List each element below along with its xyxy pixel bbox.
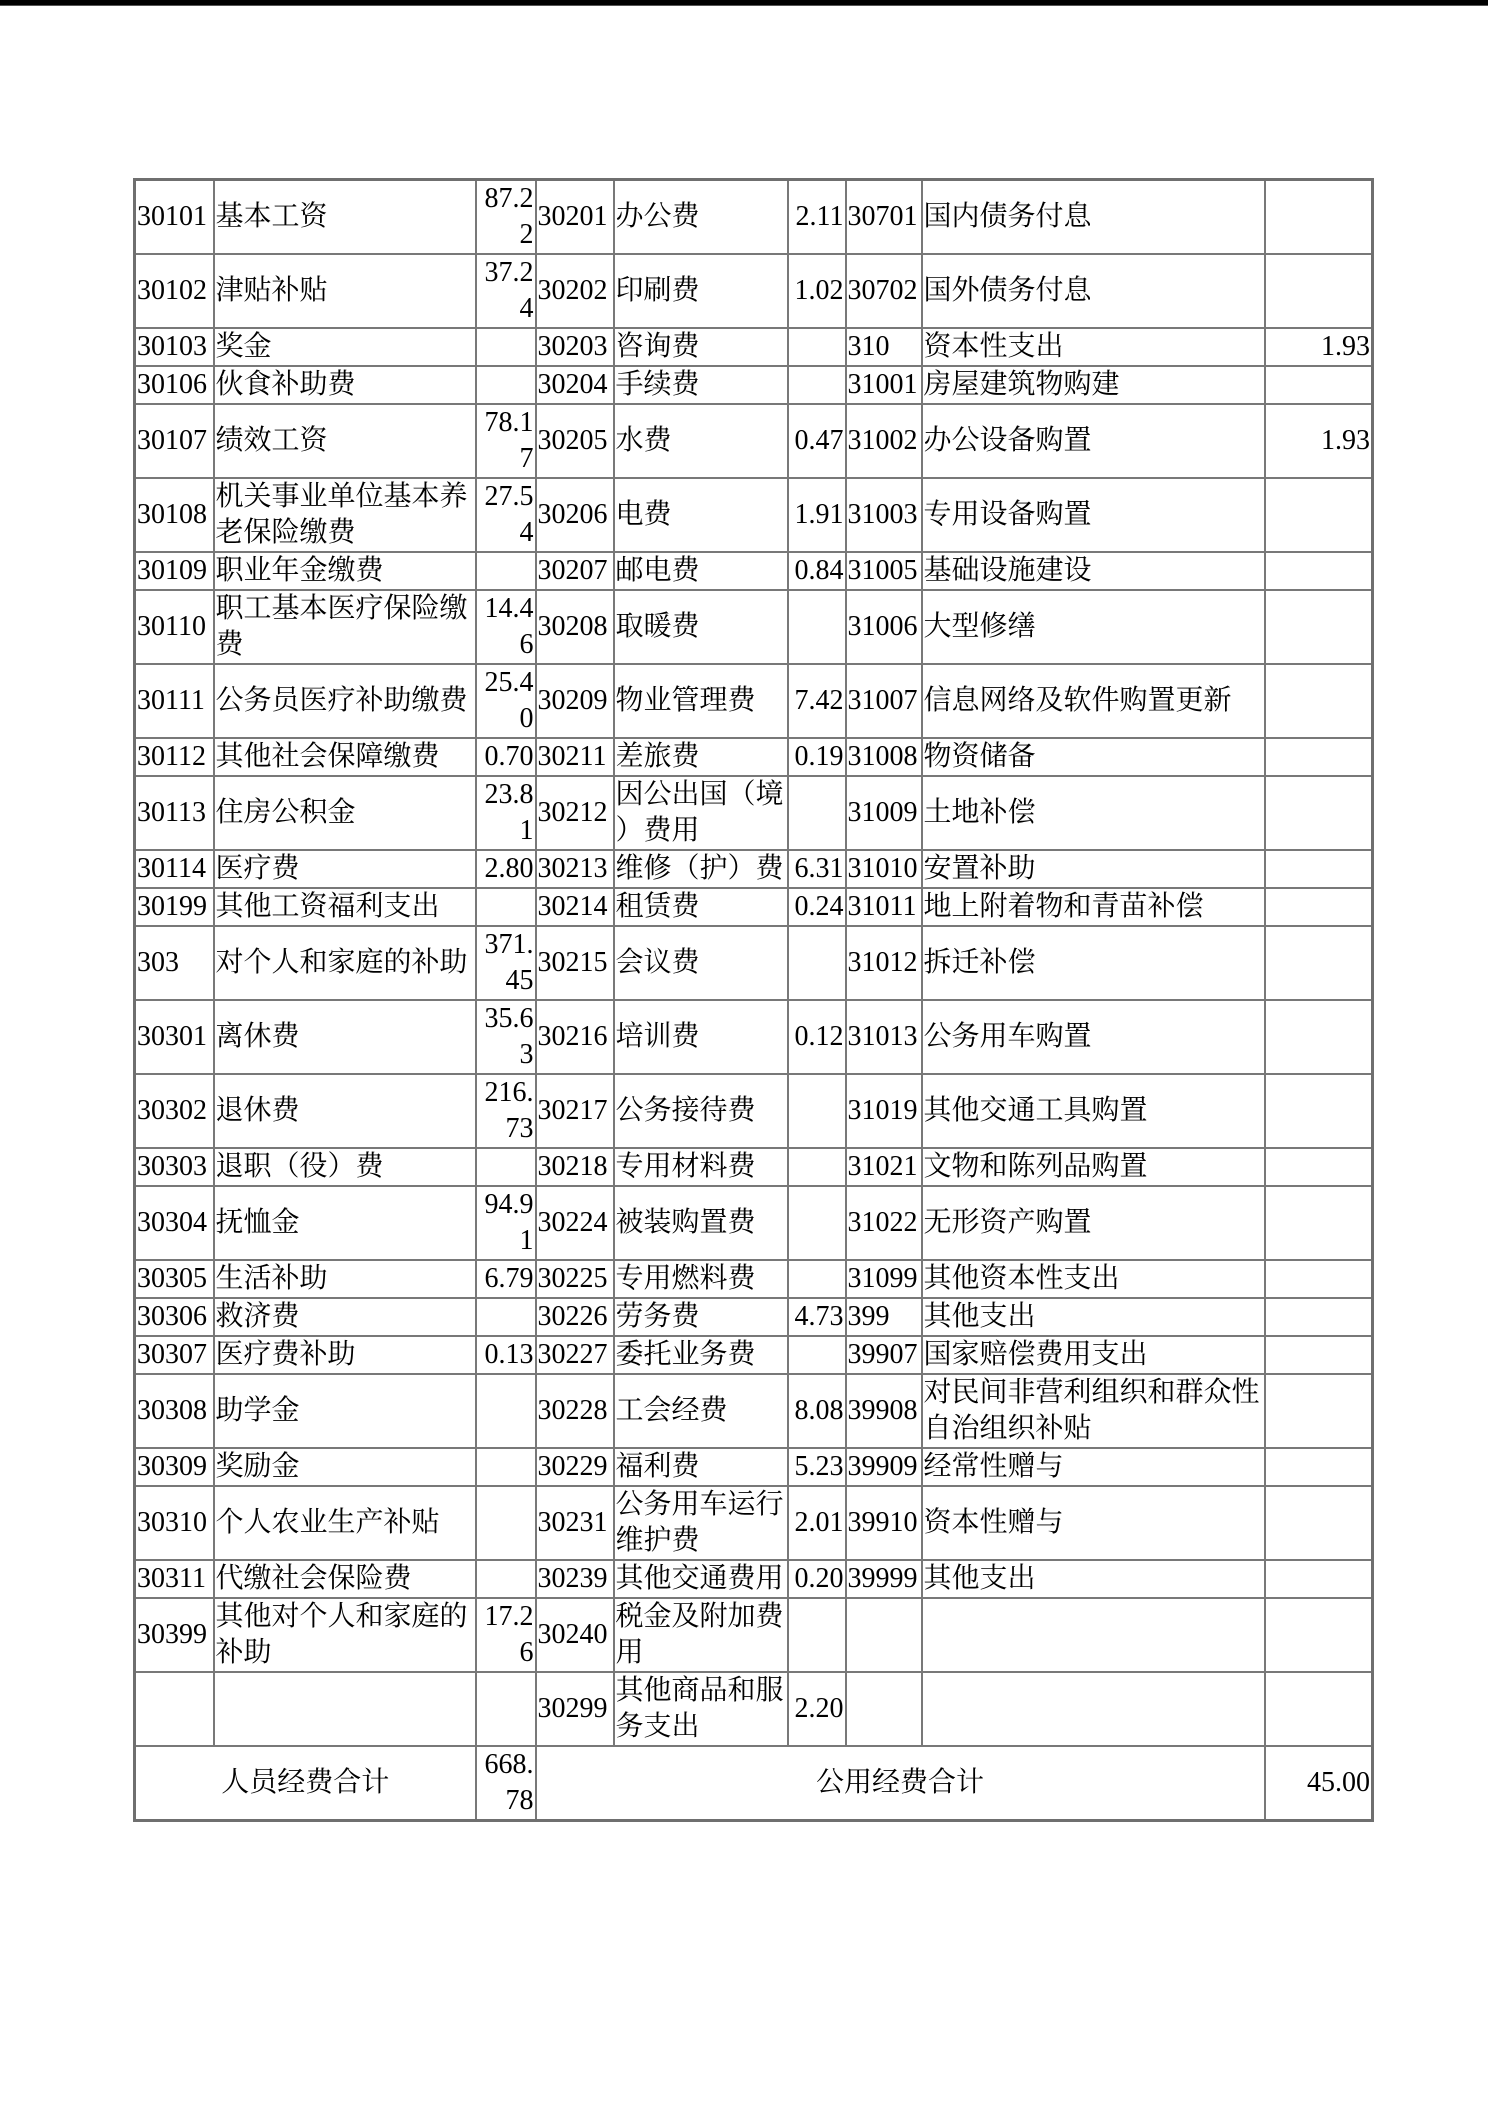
value-cell — [1265, 1672, 1373, 1746]
code-cell: 30207 — [536, 552, 614, 590]
value-cell — [1265, 1560, 1373, 1598]
name-cell: 经常性赠与 — [922, 1448, 1265, 1486]
code-cell: 30102 — [135, 254, 214, 328]
value-cell — [788, 328, 846, 366]
code-cell: 30110 — [135, 590, 214, 664]
table-row — [135, 1000, 1373, 1074]
value-cell — [788, 776, 846, 850]
name-cell: 其他支出 — [922, 1298, 1265, 1336]
value-cell — [1265, 1260, 1373, 1298]
value-cell — [1265, 888, 1373, 926]
code-cell: 30224 — [536, 1186, 614, 1260]
code-cell: 31009 — [846, 776, 922, 850]
code-cell — [135, 1672, 214, 1746]
code-cell: 30103 — [135, 328, 214, 366]
value-cell — [1265, 1074, 1373, 1148]
name-cell: 邮电费 — [614, 552, 788, 590]
value-cell — [476, 1448, 536, 1486]
name-cell: 国家赔偿费用支出 — [922, 1336, 1265, 1374]
name-cell: 土地补偿 — [922, 776, 1265, 850]
value-cell: 0.13 — [476, 1336, 536, 1374]
name-cell: 助学金 — [214, 1374, 476, 1448]
name-cell: 绩效工资 — [214, 404, 476, 478]
code-cell: 30199 — [135, 888, 214, 926]
code-cell: 30229 — [536, 1448, 614, 1486]
table-row — [135, 254, 1373, 328]
public-total-value: 45.00 — [1265, 1746, 1373, 1821]
name-cell: 退休费 — [214, 1074, 476, 1148]
table-row — [135, 552, 1373, 590]
value-cell — [788, 1186, 846, 1260]
name-cell: 地上附着物和青苗补偿 — [922, 888, 1265, 926]
value-cell: 1.91 — [788, 478, 846, 552]
name-cell: 咨询费 — [614, 328, 788, 366]
code-cell: 30107 — [135, 404, 214, 478]
public-total-label: 公用经费合计 — [536, 1746, 1265, 1821]
name-cell: 代缴社会保险费 — [214, 1560, 476, 1598]
name-cell: 奖金 — [214, 328, 476, 366]
value-cell: 2.80 — [476, 850, 536, 888]
name-cell: 资本性赠与 — [922, 1486, 1265, 1560]
code-cell: 31006 — [846, 590, 922, 664]
value-cell — [476, 552, 536, 590]
value-cell — [1265, 776, 1373, 850]
name-cell: 其他工资福利支出 — [214, 888, 476, 926]
value-cell: 5.23 — [788, 1448, 846, 1486]
name-cell: 资本性支出 — [922, 328, 1265, 366]
code-cell: 30307 — [135, 1336, 214, 1374]
value-cell: 0.24 — [788, 888, 846, 926]
name-cell: 医疗费 — [214, 850, 476, 888]
value-cell: 1.93 — [1265, 328, 1373, 366]
name-cell: 物业管理费 — [614, 664, 788, 738]
code-cell: 30218 — [536, 1148, 614, 1186]
name-cell: 劳务费 — [614, 1298, 788, 1336]
value-cell: 0.70 — [476, 738, 536, 776]
name-cell: 退职（役）费 — [214, 1148, 476, 1186]
name-cell: 个人农业生产补贴 — [214, 1486, 476, 1560]
name-cell: 津贴补贴 — [214, 254, 476, 328]
value-cell — [788, 1148, 846, 1186]
value-cell — [476, 1374, 536, 1448]
name-cell: 其他资本性支出 — [922, 1260, 1265, 1298]
name-cell: 办公设备购置 — [922, 404, 1265, 478]
code-cell: 31007 — [846, 664, 922, 738]
code-cell: 30209 — [536, 664, 614, 738]
table-row — [135, 664, 1373, 738]
top-black-bar — [0, 0, 1488, 6]
name-cell: 专用材料费 — [614, 1148, 788, 1186]
name-cell: 租赁费 — [614, 888, 788, 926]
code-cell: 30701 — [846, 180, 922, 255]
personnel-total-label: 人员经费合计 — [135, 1746, 476, 1821]
code-cell: 31003 — [846, 478, 922, 552]
code-cell: 31021 — [846, 1148, 922, 1186]
table-row — [135, 1672, 1373, 1746]
name-cell: 基础设施建设 — [922, 552, 1265, 590]
name-cell: 大型修缮 — [922, 590, 1265, 664]
table-row — [135, 776, 1373, 850]
name-cell: 委托业务费 — [614, 1336, 788, 1374]
name-cell: 房屋建筑物购建 — [922, 366, 1265, 404]
value-cell — [1265, 1336, 1373, 1374]
name-cell: 公务用车运行维护费 — [614, 1486, 788, 1560]
name-cell: 专用燃料费 — [614, 1260, 788, 1298]
name-cell: 培训费 — [614, 1000, 788, 1074]
value-cell: 1.93 — [1265, 404, 1373, 478]
table-row — [135, 1260, 1373, 1298]
name-cell: 抚恤金 — [214, 1186, 476, 1260]
name-cell: 因公出国（境）费用 — [614, 776, 788, 850]
code-cell: 39908 — [846, 1374, 922, 1448]
value-cell: 78.17 — [476, 404, 536, 478]
code-cell: 30310 — [135, 1486, 214, 1560]
code-cell: 30303 — [135, 1148, 214, 1186]
table-row — [135, 1486, 1373, 1560]
name-cell: 电费 — [614, 478, 788, 552]
name-cell: 取暖费 — [614, 590, 788, 664]
code-cell: 30205 — [536, 404, 614, 478]
value-cell: 94.91 — [476, 1186, 536, 1260]
name-cell: 其他支出 — [922, 1560, 1265, 1598]
code-cell: 30101 — [135, 180, 214, 255]
code-cell: 30311 — [135, 1560, 214, 1598]
name-cell: 会议费 — [614, 926, 788, 1000]
code-cell: 39909 — [846, 1448, 922, 1486]
table-row — [135, 1074, 1373, 1148]
table-row — [135, 850, 1373, 888]
name-cell — [214, 1672, 476, 1746]
code-cell: 30227 — [536, 1336, 614, 1374]
value-cell: 14.46 — [476, 590, 536, 664]
name-cell: 拆迁补偿 — [922, 926, 1265, 1000]
value-cell: 27.54 — [476, 478, 536, 552]
value-cell: 6.79 — [476, 1260, 536, 1298]
name-cell: 维修（护）费 — [614, 850, 788, 888]
value-cell: 216.73 — [476, 1074, 536, 1148]
value-cell: 371.45 — [476, 926, 536, 1000]
table-row — [135, 1448, 1373, 1486]
table-row — [135, 1336, 1373, 1374]
value-cell — [1265, 180, 1373, 255]
value-cell: 0.84 — [788, 552, 846, 590]
value-cell: 23.81 — [476, 776, 536, 850]
code-cell: 30214 — [536, 888, 614, 926]
code-cell: 30299 — [536, 1672, 614, 1746]
table-row — [135, 1374, 1373, 1448]
value-cell: 17.26 — [476, 1598, 536, 1672]
value-cell: 0.12 — [788, 1000, 846, 1074]
table-row — [135, 404, 1373, 478]
totals-row — [135, 1746, 1373, 1821]
code-cell: 30111 — [135, 664, 214, 738]
name-cell: 医疗费补助 — [214, 1336, 476, 1374]
value-cell — [1265, 738, 1373, 776]
value-cell — [788, 1074, 846, 1148]
name-cell: 印刷费 — [614, 254, 788, 328]
name-cell: 职业年金缴费 — [214, 552, 476, 590]
table-row — [135, 180, 1373, 255]
code-cell: 30204 — [536, 366, 614, 404]
value-cell: 0.19 — [788, 738, 846, 776]
value-cell — [1265, 366, 1373, 404]
table-row — [135, 888, 1373, 926]
code-cell: 30226 — [536, 1298, 614, 1336]
value-cell — [1265, 478, 1373, 552]
code-cell: 30109 — [135, 552, 214, 590]
table-row — [135, 1186, 1373, 1260]
value-cell: 2.01 — [788, 1486, 846, 1560]
name-cell: 奖励金 — [214, 1448, 476, 1486]
value-cell — [788, 1260, 846, 1298]
code-cell: 30112 — [135, 738, 214, 776]
code-cell: 39999 — [846, 1560, 922, 1598]
code-cell: 31013 — [846, 1000, 922, 1074]
code-cell: 31002 — [846, 404, 922, 478]
name-cell: 救济费 — [214, 1298, 476, 1336]
name-cell: 对民间非营利组织和群众性自治组织补贴 — [922, 1374, 1265, 1448]
code-cell: 30203 — [536, 328, 614, 366]
value-cell — [476, 1298, 536, 1336]
code-cell: 30201 — [536, 180, 614, 255]
code-cell: 30213 — [536, 850, 614, 888]
table-body — [135, 180, 1373, 1747]
name-cell: 无形资产购置 — [922, 1186, 1265, 1260]
value-cell: 8.08 — [788, 1374, 846, 1448]
name-cell: 被装购置费 — [614, 1186, 788, 1260]
code-cell: 310 — [846, 328, 922, 366]
table-row — [135, 328, 1373, 366]
code-cell: 30211 — [536, 738, 614, 776]
code-cell: 30301 — [135, 1000, 214, 1074]
code-cell: 31022 — [846, 1186, 922, 1260]
value-cell — [1265, 552, 1373, 590]
name-cell — [922, 1598, 1265, 1672]
name-cell: 税金及附加费用 — [614, 1598, 788, 1672]
code-cell: 30215 — [536, 926, 614, 1000]
table-footer — [135, 1746, 1373, 1821]
table-row — [135, 1560, 1373, 1598]
code-cell: 30206 — [536, 478, 614, 552]
code-cell: 30106 — [135, 366, 214, 404]
name-cell: 公务用车购置 — [922, 1000, 1265, 1074]
name-cell — [922, 1672, 1265, 1746]
value-cell — [1265, 1598, 1373, 1672]
value-cell — [1265, 664, 1373, 738]
value-cell — [788, 1336, 846, 1374]
name-cell: 专用设备购置 — [922, 478, 1265, 552]
value-cell — [1265, 1486, 1373, 1560]
code-cell: 30228 — [536, 1374, 614, 1448]
code-cell: 30308 — [135, 1374, 214, 1448]
name-cell: 对个人和家庭的补助 — [214, 926, 476, 1000]
name-cell: 其他交通工具购置 — [922, 1074, 1265, 1148]
name-cell: 职工基本医疗保险缴费 — [214, 590, 476, 664]
code-cell: 30208 — [536, 590, 614, 664]
name-cell: 其他社会保障缴费 — [214, 738, 476, 776]
code-cell: 399 — [846, 1298, 922, 1336]
table-row — [135, 1148, 1373, 1186]
name-cell: 其他商品和服务支出 — [614, 1672, 788, 1746]
name-cell: 工会经费 — [614, 1374, 788, 1448]
table-row — [135, 926, 1373, 1000]
code-cell: 30306 — [135, 1298, 214, 1336]
value-cell — [1265, 926, 1373, 1000]
name-cell: 住房公积金 — [214, 776, 476, 850]
code-cell: 30216 — [536, 1000, 614, 1074]
value-cell — [476, 1486, 536, 1560]
value-cell — [788, 926, 846, 1000]
code-cell — [846, 1598, 922, 1672]
code-cell: 30113 — [135, 776, 214, 850]
name-cell: 其他交通费用 — [614, 1560, 788, 1598]
name-cell: 差旅费 — [614, 738, 788, 776]
value-cell — [1265, 590, 1373, 664]
value-cell: 25.40 — [476, 664, 536, 738]
value-cell: 0.20 — [788, 1560, 846, 1598]
name-cell: 物资储备 — [922, 738, 1265, 776]
code-cell: 39907 — [846, 1336, 922, 1374]
name-cell: 手续费 — [614, 366, 788, 404]
value-cell — [476, 1560, 536, 1598]
value-cell: 2.20 — [788, 1672, 846, 1746]
code-cell: 30231 — [536, 1486, 614, 1560]
code-cell: 31008 — [846, 738, 922, 776]
value-cell — [788, 366, 846, 404]
name-cell: 生活补助 — [214, 1260, 476, 1298]
table-row — [135, 738, 1373, 776]
code-cell: 30202 — [536, 254, 614, 328]
code-cell: 31011 — [846, 888, 922, 926]
value-cell: 37.24 — [476, 254, 536, 328]
code-cell: 30217 — [536, 1074, 614, 1148]
code-cell — [846, 1672, 922, 1746]
name-cell: 公务接待费 — [614, 1074, 788, 1148]
code-cell: 30212 — [536, 776, 614, 850]
value-cell — [788, 1598, 846, 1672]
code-cell: 30108 — [135, 478, 214, 552]
table-row — [135, 366, 1373, 404]
value-cell: 2.11 — [788, 180, 846, 255]
name-cell: 国内债务付息 — [922, 180, 1265, 255]
code-cell: 31005 — [846, 552, 922, 590]
name-cell: 其他对个人和家庭的补助 — [214, 1598, 476, 1672]
value-cell — [1265, 1000, 1373, 1074]
code-cell: 30225 — [536, 1260, 614, 1298]
name-cell: 安置补助 — [922, 850, 1265, 888]
code-cell: 39910 — [846, 1486, 922, 1560]
code-cell: 31012 — [846, 926, 922, 1000]
value-cell — [1265, 254, 1373, 328]
code-cell: 31001 — [846, 366, 922, 404]
table-row — [135, 478, 1373, 552]
value-cell — [476, 366, 536, 404]
code-cell: 31019 — [846, 1074, 922, 1148]
code-cell: 303 — [135, 926, 214, 1000]
personnel-total-value: 668.78 — [476, 1746, 536, 1821]
value-cell: 1.02 — [788, 254, 846, 328]
table-row — [135, 1598, 1373, 1672]
name-cell: 福利费 — [614, 1448, 788, 1486]
code-cell: 30240 — [536, 1598, 614, 1672]
value-cell — [1265, 1186, 1373, 1260]
code-cell: 30302 — [135, 1074, 214, 1148]
value-cell — [476, 1672, 536, 1746]
name-cell: 水费 — [614, 404, 788, 478]
expenditure-budget-table — [133, 178, 1374, 1822]
code-cell: 30114 — [135, 850, 214, 888]
name-cell: 文物和陈列品购置 — [922, 1148, 1265, 1186]
name-cell: 办公费 — [614, 180, 788, 255]
name-cell: 基本工资 — [214, 180, 476, 255]
value-cell — [476, 1148, 536, 1186]
value-cell — [1265, 1448, 1373, 1486]
code-cell: 30305 — [135, 1260, 214, 1298]
value-cell: 87.22 — [476, 180, 536, 255]
value-cell: 7.42 — [788, 664, 846, 738]
value-cell — [1265, 850, 1373, 888]
code-cell: 30702 — [846, 254, 922, 328]
code-cell: 31010 — [846, 850, 922, 888]
code-cell: 30399 — [135, 1598, 214, 1672]
name-cell: 离休费 — [214, 1000, 476, 1074]
code-cell: 31099 — [846, 1260, 922, 1298]
name-cell: 机关事业单位基本养老保险缴费 — [214, 478, 476, 552]
value-cell: 6.31 — [788, 850, 846, 888]
code-cell: 30309 — [135, 1448, 214, 1486]
value-cell — [476, 888, 536, 926]
value-cell — [476, 328, 536, 366]
name-cell: 公务员医疗补助缴费 — [214, 664, 476, 738]
code-cell: 30304 — [135, 1186, 214, 1260]
value-cell — [1265, 1374, 1373, 1448]
name-cell: 信息网络及软件购置更新 — [922, 664, 1265, 738]
name-cell: 伙食补助费 — [214, 366, 476, 404]
value-cell: 0.47 — [788, 404, 846, 478]
code-cell: 30239 — [536, 1560, 614, 1598]
value-cell — [1265, 1148, 1373, 1186]
table-row — [135, 1298, 1373, 1336]
value-cell — [788, 590, 846, 664]
value-cell: 4.73 — [788, 1298, 846, 1336]
name-cell: 国外债务付息 — [922, 254, 1265, 328]
value-cell: 35.63 — [476, 1000, 536, 1074]
table-row — [135, 590, 1373, 664]
value-cell — [1265, 1298, 1373, 1336]
